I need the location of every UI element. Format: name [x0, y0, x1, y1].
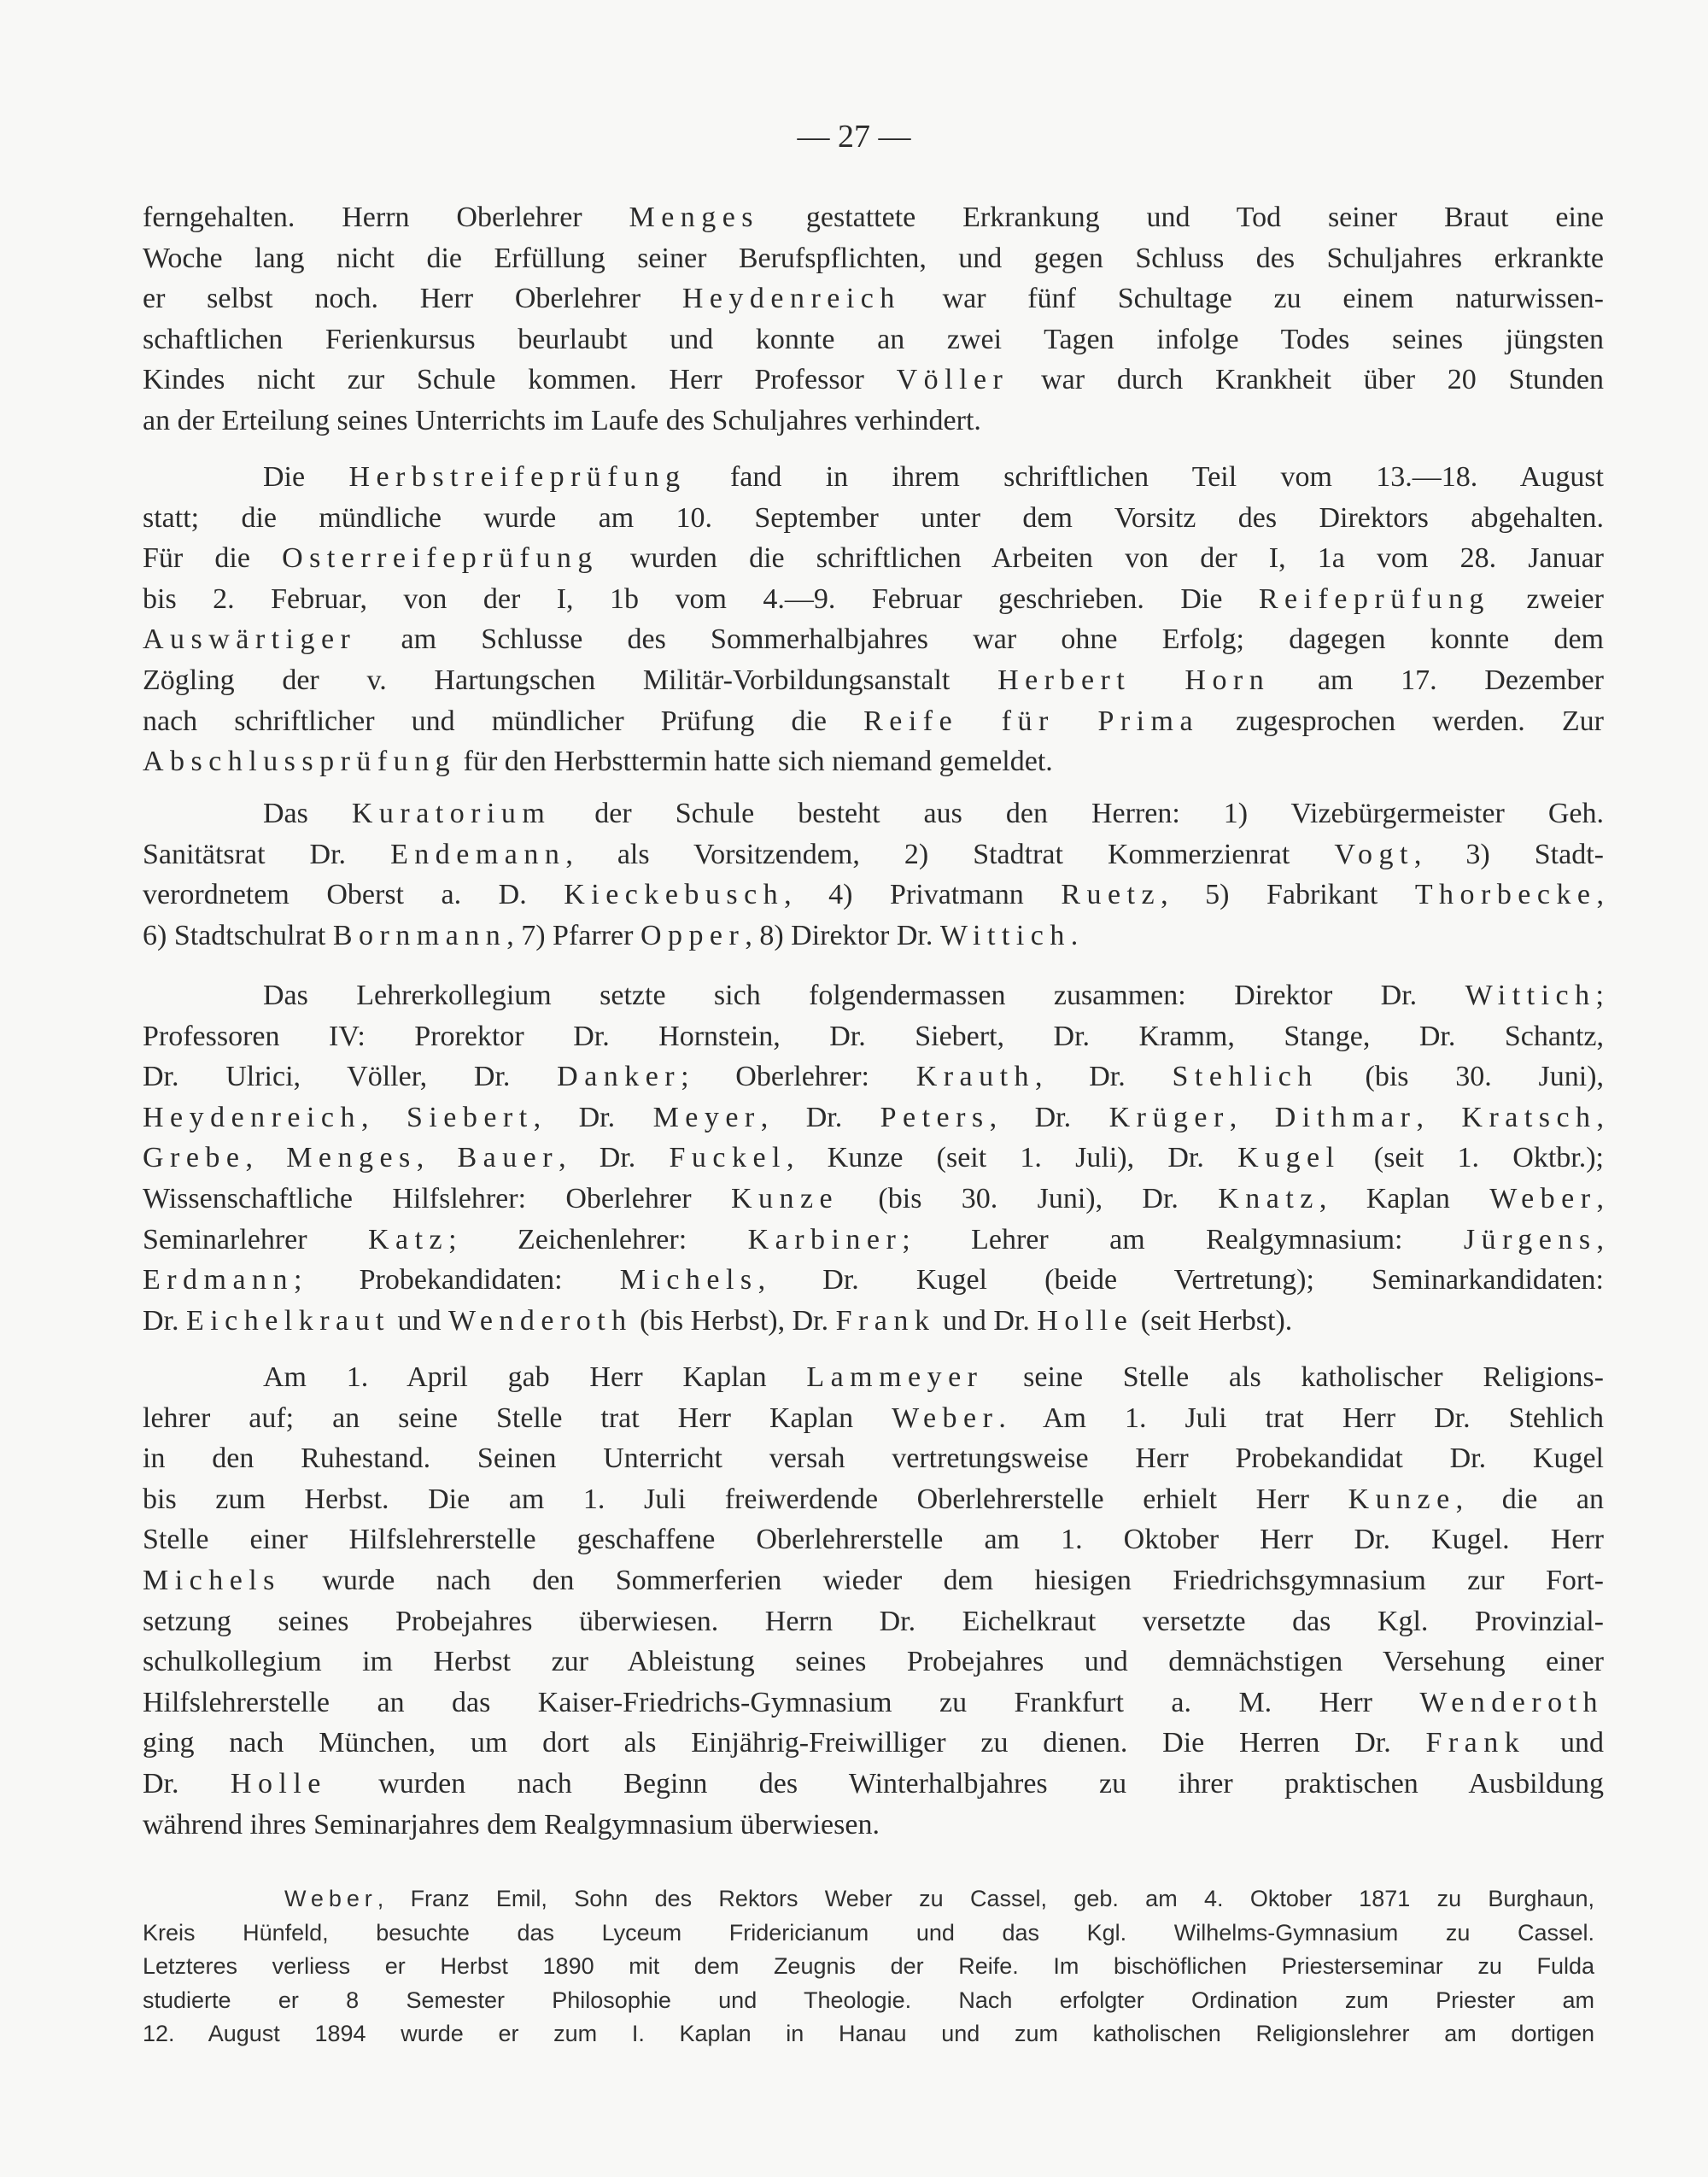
text-line: [143, 916, 1604, 957]
text-segment: Stelle einer Hilfslehrerstelle geschaffene Oberlehrerstelle am 1. Oktober Herr Dr. Kugel. Herr: [143, 1524, 1604, 1556]
text-line: [143, 875, 1604, 916]
text-segment: zweier: [1489, 582, 1604, 615]
text-segment: nach schriftlicher und mündlicher Prüfung die: [143, 705, 864, 737]
text-segment: und: [1525, 1727, 1605, 1759]
text-segment: ,: [416, 1142, 458, 1174]
text-segment: Hilfslehrerstelle an das Kaiser-Friedrichs-Gymnasium zu Frankfurt a. M. Herr: [143, 1686, 1420, 1718]
spaced-name: Kratsch: [1461, 1101, 1597, 1133]
spaced-name: Opper: [640, 919, 746, 951]
text-segment: Dr. Ulrici, Völler, Dr.: [143, 1061, 558, 1093]
spaced-name: Bauer: [457, 1142, 559, 1174]
text-line: [143, 975, 1604, 1016]
spaced-name: Kugel: [1237, 1142, 1341, 1174]
spaced-name: Weber: [284, 1886, 377, 1911]
text-segment: ;: [1595, 980, 1604, 1011]
text-line: [143, 741, 1604, 782]
spaced-name: Krüger: [1108, 1101, 1230, 1133]
text-segment: ; Zeichenlehrer:: [448, 1223, 748, 1255]
text-segment: Professoren IV: Prorektor Dr. Hornstein, Dr. Siebert, Dr. Kramm, Stange, Dr. Schantz,: [143, 1020, 1604, 1052]
spaced-name: Holle: [230, 1767, 327, 1800]
spaced-name: Grebe: [143, 1142, 246, 1174]
text-segment: und: [389, 1304, 448, 1337]
text-line: [143, 1398, 1604, 1439]
text-segment: , Dr.: [760, 1101, 880, 1133]
text-segment: verordnetem Oberst a. D.: [143, 879, 564, 911]
spaced-name: Siebert: [406, 1101, 534, 1133]
paragraph-absences: [143, 197, 1604, 442]
text-line: [143, 360, 1604, 401]
paragraph-kuratorium: [143, 793, 1604, 956]
text-segment: lehrer auf; an seine Stelle trat Herr Kaplan: [143, 1402, 892, 1434]
text-line: [143, 1357, 1604, 1398]
text-segment: ferngehalten. Herrn Oberlehrer: [143, 202, 629, 233]
text-line: [143, 1805, 1604, 1846]
text-segment: er selbst noch. Herr Oberlehrer: [143, 283, 682, 315]
spaced-name: Osterreifeprüfung: [282, 542, 599, 575]
spaced-name: Menges: [629, 202, 760, 233]
paragraph-staff-changes: [143, 1357, 1604, 1845]
text-segment: , Dr.: [559, 1142, 670, 1174]
text-segment: (seit 1. Oktbr.);: [1340, 1142, 1605, 1174]
spaced-name: Jürgens: [1463, 1223, 1597, 1255]
spaced-name: Vogt: [1334, 838, 1414, 870]
text-segment: in den Ruhestand. Seinen Unterricht versah vertretungsweise Herr Probekandidat Dr. Kugel: [143, 1443, 1604, 1475]
spaced-name: Heydenreich: [681, 283, 901, 315]
text-segment: der Schule besteht aus den Herren: 1) Vizebürgermeister Geh.: [551, 798, 1604, 829]
text-segment: Die: [263, 461, 349, 493]
text-segment: Dr.: [143, 1767, 231, 1800]
spaced-name: Holle: [1037, 1304, 1134, 1337]
text-line: [143, 1056, 1604, 1097]
text-segment: ,: [1596, 1223, 1605, 1255]
text-segment: (seit Herbst).: [1133, 1304, 1293, 1337]
text-segment: ,: [1596, 1101, 1605, 1133]
spaced-name: Abschlussprüfung: [143, 746, 457, 778]
text-segment: .: [1070, 919, 1079, 951]
text-segment: , Dr.: [989, 1101, 1109, 1133]
text-line: [143, 1301, 1604, 1342]
spaced-name: Erdmann: [143, 1264, 294, 1296]
text-line: [143, 278, 1604, 319]
text-line: [143, 538, 1604, 579]
text-segment: bis zum Herbst. Die am 1. Juli freiwerdende Oberlehrerstelle erhielt Herr: [143, 1483, 1348, 1515]
text-segment: schaftlichen Ferienkursus beurlaubt und konnte an zwei Tagen infolge Todes seines jüngsten: [143, 323, 1604, 355]
text-segment: statt; die mündliche wurde am 10. September unter dem Vorsitz des Direktors abgehalten.: [143, 501, 1604, 534]
text-segment: Wissenschaftliche Hilfslehrer: Oberlehrer: [143, 1182, 731, 1214]
text-segment: ; Oberlehrer:: [681, 1061, 916, 1093]
text-segment: war durch Krankheit über 20 Stunden: [1009, 364, 1604, 396]
text-segment: schulkollegium im Herbst zur Ableistung seines Probejahres und demnächstigen Versehung einer: [143, 1646, 1604, 1678]
text-segment: . Am 1. Juli trat Herr Dr. Stehlich: [998, 1402, 1604, 1434]
text-line: [143, 319, 1604, 360]
text-segment: wurde nach den Sommerferien wieder dem hiesigen Friedrichsgymnasium zur Fort-: [280, 1564, 1604, 1596]
text-segment: , Kunze (seit 1. Juli), Dr.: [786, 1142, 1238, 1174]
spaced-name: Weber: [1489, 1182, 1597, 1214]
text-line: [143, 1560, 1604, 1601]
text-segment: ging nach München, um dort als Einjährig-Freiwilliger zu dienen. Die Herren Dr.: [143, 1727, 1426, 1759]
spaced-name: Wittich: [1465, 980, 1596, 1011]
spaced-name: Kuratorium: [351, 798, 552, 829]
text-segment: , 4) Privatmann: [784, 879, 1062, 911]
spaced-name: Kunze: [730, 1182, 839, 1214]
text-segment: wurden nach Beginn des Winterhalbjahres zu ihrer praktischen Ausbildung: [326, 1767, 1605, 1800]
spaced-name: Wittich: [939, 919, 1071, 951]
spaced-name: Wenderoth: [447, 1304, 633, 1337]
text-segment: Woche lang nicht die Erfüllung seiner Berufspflichten, und gegen Schluss des Schuljahres erkrankte: [143, 242, 1604, 274]
text-segment: setzung seines Probejahres überwiesen. Herrn Dr. Eichelkraut versetzte das Kgl. Provinzial-: [143, 1605, 1604, 1637]
paragraph-examinations: [143, 457, 1604, 782]
text-segment: , 5) Fabrikant: [1161, 879, 1415, 911]
text-segment: gestattete Erkrankung und Tod seiner Braut eine: [759, 202, 1604, 233]
text-line: [143, 1519, 1604, 1560]
text-line: [143, 1682, 1604, 1723]
text-line: [143, 1917, 1594, 1951]
spaced-name: Frank: [1425, 1727, 1526, 1759]
text-segment: ; Lehrer am Realgymnasium:: [902, 1223, 1464, 1255]
spaced-name: Kieckebusch: [564, 879, 785, 911]
text-segment: wurden die schriftlichen Arbeiten von der I, 1a vom 28. Januar: [598, 542, 1604, 575]
text-segment: Zögling der v. Hartungschen Militär-Vorbildungsanstalt: [143, 664, 998, 696]
spaced-name: Dithmar: [1274, 1101, 1417, 1133]
spaced-name: Frank: [835, 1304, 936, 1337]
spaced-name: Stehlich: [1172, 1061, 1319, 1093]
spaced-name: Völler: [896, 364, 1009, 396]
text-segment: fand in ihrem schriftlichen Teil vom 13.—18. August: [686, 461, 1604, 493]
text-line: [143, 1642, 1604, 1682]
spaced-name: Lammeyer: [806, 1361, 984, 1393]
spaced-name: Ruetz: [1061, 879, 1161, 911]
text-segment: seine Stelle als katholischer Religions-: [983, 1361, 1604, 1393]
text-segment: Kindes nicht zur Schule kommen. Herr Professor: [143, 364, 897, 396]
text-line: [143, 1601, 1604, 1642]
text-segment: , 8) Direktor Dr.: [745, 919, 940, 951]
text-segment: war fünf Schultage zu einem naturwissen-: [900, 283, 1604, 315]
text-segment: ; Probekandidaten:: [294, 1264, 620, 1296]
footnote-biography: [143, 1882, 1594, 2051]
text-segment: ,: [1596, 879, 1604, 911]
text-line: [143, 660, 1604, 701]
spaced-name: Wenderoth: [1419, 1686, 1604, 1718]
text-segment: , Dr. Kugel (beide Vertretung); Seminarkandidaten:: [757, 1264, 1604, 1296]
text-segment: Dr.: [143, 1304, 186, 1337]
text-segment: 6) Stadtschulrat: [143, 919, 333, 951]
text-line: [143, 1882, 1594, 1917]
text-segment: Das Lehrerkollegium setzte sich folgendermassen zusammen: Direktor Dr.: [263, 980, 1465, 1011]
text-line: [143, 2017, 1594, 2051]
text-segment: , Dr.: [1035, 1061, 1173, 1093]
text-segment: zugesprochen werden. Zur: [1199, 705, 1604, 737]
spaced-name: Knatz: [1218, 1182, 1319, 1214]
text-line: [143, 834, 1604, 875]
text-segment: am 17. Dezember: [1270, 664, 1604, 696]
text-line: [143, 1260, 1604, 1301]
text-segment: 12. August 1894 wurde er zum I. Kaplan in Hanau und zum katholischen Religionslehrer am dortigen: [143, 2021, 1594, 2046]
text-line: [143, 1138, 1604, 1179]
text-segment: Am 1. April gab Herr Kaplan: [263, 1361, 807, 1393]
spaced-name: Katz: [368, 1223, 449, 1255]
text-line: [143, 1479, 1604, 1520]
spaced-name: Endemann: [390, 838, 566, 870]
spaced-name: Danker: [557, 1061, 681, 1093]
spaced-name: Kunze: [1348, 1483, 1456, 1515]
text-segment: ,: [1596, 1182, 1604, 1214]
text-line: [143, 401, 1604, 442]
spaced-name: Peters: [880, 1101, 990, 1133]
text-segment: und Dr.: [935, 1304, 1038, 1337]
text-segment: ,: [360, 1101, 407, 1133]
spaced-name: Bornmann: [332, 919, 507, 951]
text-segment: (bis 30. Juni), Dr.: [839, 1182, 1219, 1214]
text-line: [143, 1097, 1604, 1138]
text-line: [143, 1179, 1604, 1220]
text-segment: Seminarlehrer: [143, 1223, 368, 1255]
text-line: [143, 1984, 1594, 2018]
text-segment: ,: [1229, 1101, 1275, 1133]
text-line: [143, 498, 1604, 539]
spaced-name: Krauth: [915, 1061, 1036, 1093]
spaced-name: Reifeprüfung: [1258, 582, 1490, 615]
text-line: [143, 1220, 1604, 1261]
text-line: [143, 1016, 1604, 1057]
spaced-name: Reife für Prima: [863, 705, 1200, 737]
spaced-name: Meyer: [652, 1101, 761, 1133]
text-segment: , Franz Emil, Sohn des Rektors Weber zu Cassel, geb. am 4. Oktober 1871 zu Burghaun,: [377, 1886, 1594, 1911]
spaced-name: Herbstreifeprüfung: [348, 461, 687, 493]
text-segment: am Schlusse des Sommerhalbjahres war ohne Erfolg; dagegen konnte dem: [356, 623, 1604, 656]
paragraph-lehrerkollegium: [143, 975, 1604, 1341]
text-line: [143, 1723, 1604, 1764]
spaced-name: Michels: [143, 1564, 281, 1596]
spaced-name: Fuckel: [669, 1142, 787, 1174]
spaced-name: Herbert Horn: [997, 664, 1271, 696]
text-segment: , 7) Pfarrer: [506, 919, 640, 951]
text-segment: studierte er 8 Semester Philosophie und Theologie. Nach erfolgter Ordination zum Priester am: [143, 1987, 1594, 2013]
text-segment: während ihres Seminarjahres dem Realgymnasium überwiesen.: [143, 1808, 880, 1841]
text-segment: an der Erteilung seines Unterrichts im Laufe des Schuljahres verhindert.: [143, 404, 981, 436]
text-segment: Sanitätsrat Dr.: [143, 838, 391, 870]
spaced-name: Michels: [619, 1264, 758, 1296]
spaced-name: Heydenreich: [143, 1101, 361, 1133]
text-line: [143, 793, 1604, 834]
text-segment: bis 2. Februar, von der I, 1b vom 4.—9. Februar geschrieben. Die: [143, 582, 1259, 615]
text-segment: für den Herbsttermin hatte sich niemand gemeldet.: [456, 746, 1053, 778]
text-line: [143, 1764, 1604, 1805]
text-line: [143, 1438, 1604, 1479]
page-number: — 27 —: [797, 119, 911, 155]
text-line: [143, 579, 1604, 620]
text-line: [143, 701, 1604, 742]
text-segment: (bis Herbst), Dr.: [632, 1304, 836, 1337]
text-segment: , 3) Stadt-: [1413, 838, 1604, 870]
spaced-name: Thorbecke: [1414, 879, 1597, 911]
spaced-name: Auswärtiger: [143, 623, 357, 656]
text-segment: Das: [263, 798, 352, 829]
text-segment: (bis 30. Juni),: [1318, 1061, 1604, 1093]
text-segment: , als Vorsitzendem, 2) Stadtrat Kommerzienrat: [565, 838, 1335, 870]
spaced-name: Weber: [892, 1402, 999, 1434]
spaced-name: Karbiner: [747, 1223, 903, 1255]
text-line: [143, 619, 1604, 660]
spaced-name: Menges: [286, 1142, 417, 1174]
text-line: [143, 457, 1604, 498]
spaced-name: Eichelkraut: [186, 1304, 390, 1337]
text-segment: ,: [1416, 1101, 1462, 1133]
text-segment: ,: [245, 1142, 287, 1174]
text-segment: Letzteres verliess er Herbst 1890 mit dem Zeugnis der Reife. Im bischöflichen Priesterseminar zu Fulda: [143, 1953, 1594, 1979]
text-segment: Kreis Hünfeld, besuchte das Lyceum Fridericianum und das Kgl. Wilhelms-Gymnasium zu Cassel.: [143, 1919, 1594, 1946]
text-segment: , Kaplan: [1319, 1182, 1490, 1214]
text-line: [143, 238, 1604, 279]
text-segment: Für die: [143, 542, 283, 575]
text-segment: , Dr.: [533, 1101, 653, 1133]
text-line: [143, 1950, 1594, 1984]
text-line: [143, 197, 1604, 238]
text-segment: , die an: [1455, 1483, 1604, 1515]
